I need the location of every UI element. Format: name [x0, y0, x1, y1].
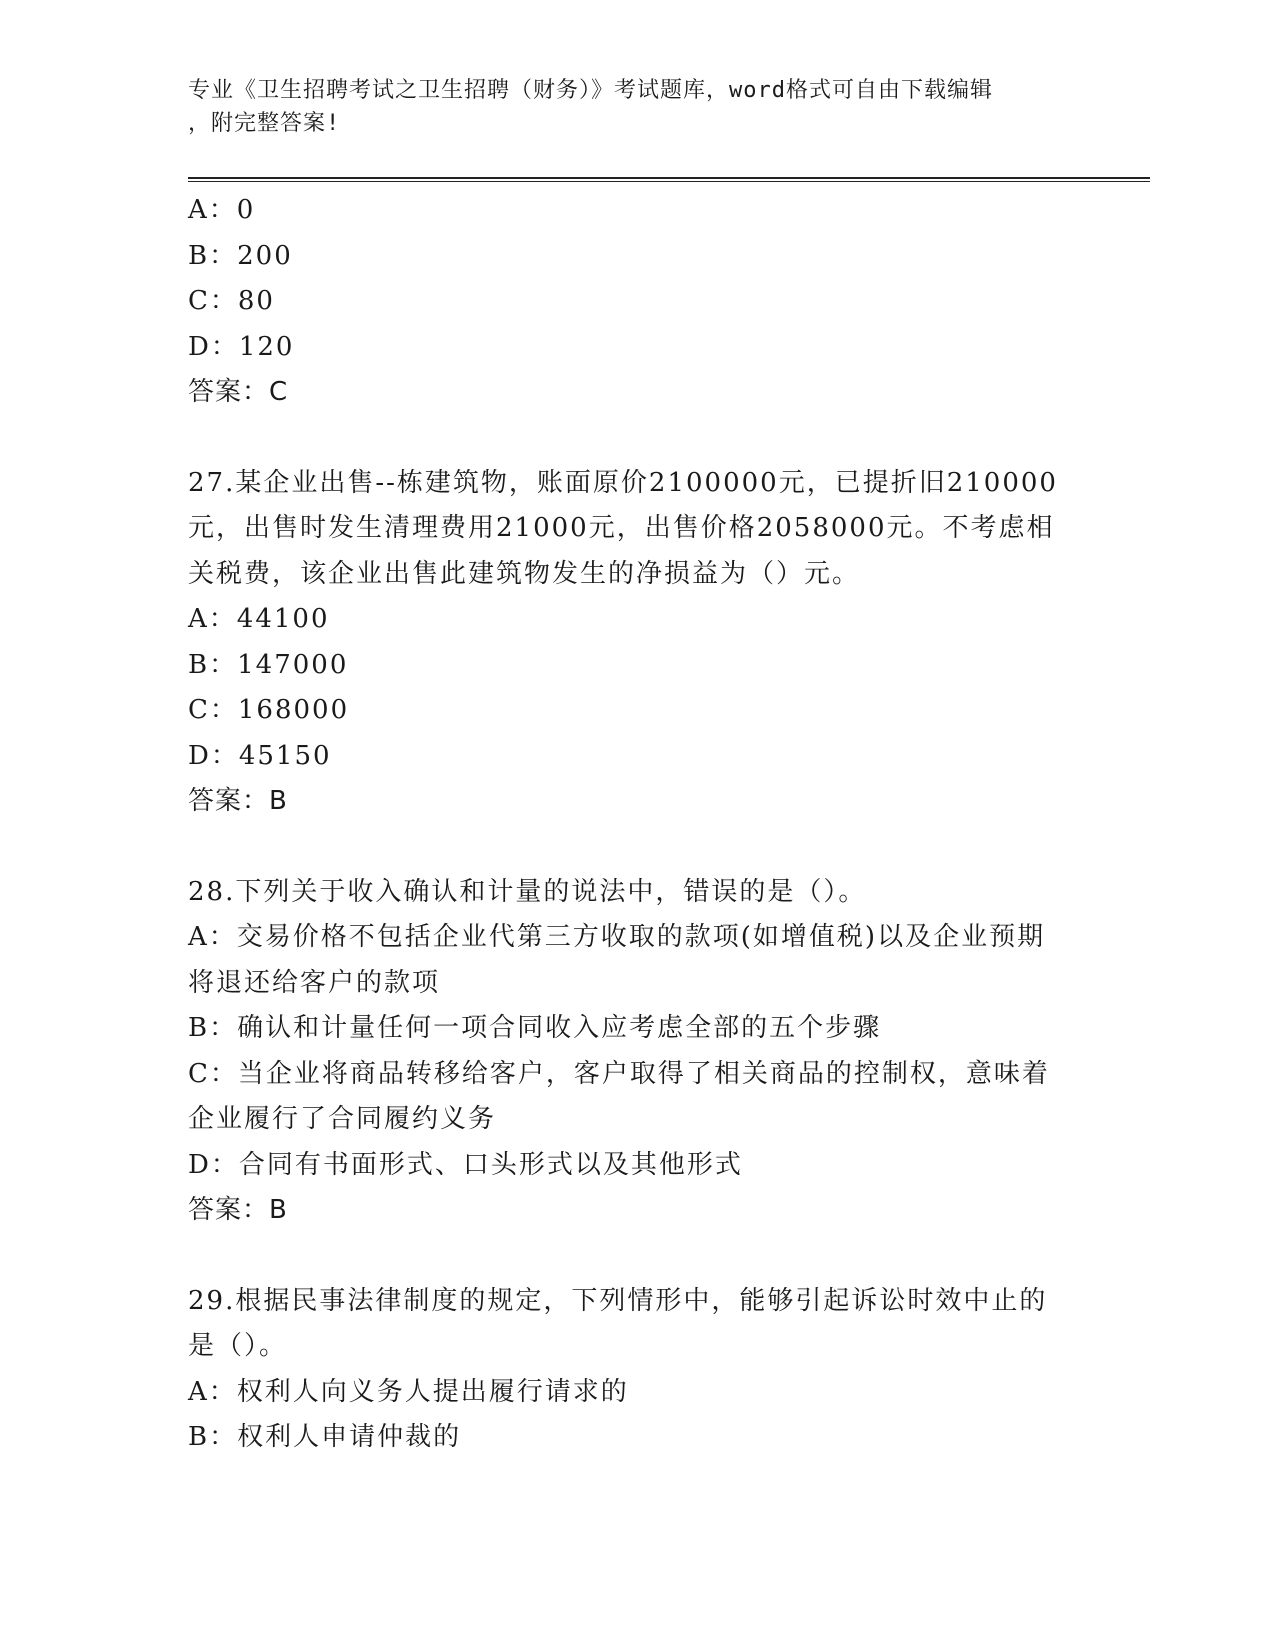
option-a: A：0 [188, 195, 256, 225]
answer-line: 答案：B [188, 1195, 288, 1225]
option-d: D：120 [188, 331, 295, 362]
option-c: C：当企业将商品转移给客户，客户取得了相关商品的控制权，意味着 [188, 1058, 1050, 1089]
option-b: B：权利人申请仲裁的 [188, 1422, 462, 1452]
question-stem: 28.下列关于收入确认和计量的说法中，错误的是（）。 [188, 876, 867, 907]
option-c-continued: 企业履行了合同履约义务 [188, 1104, 497, 1134]
answer-line: 答案：C [188, 377, 289, 407]
option-a-continued: 将退还给客户的款项 [188, 967, 441, 998]
option-b: B：200 [188, 240, 293, 271]
header-line-1: 专业《卫生招聘考试之卫生招聘（财务）》考试题库，word格式可自由下载编辑 [188, 78, 993, 103]
question-block-26 [188, 188, 1088, 416]
option-c: C：168000 [188, 695, 350, 725]
option-d: D：合同有书面形式、口头形式以及其他形式 [188, 1149, 743, 1180]
option-c: C：80 [188, 286, 275, 316]
question-stem: 是（）。 [188, 1331, 288, 1361]
question-stem: 关税费，该企业出售此建筑物发生的净损益为（）元。 [188, 558, 861, 589]
option-b: B：确认和计量任何一项合同收入应考虑全部的五个步骤 [188, 1013, 882, 1043]
question-block-28 [188, 870, 1088, 1234]
document-header [188, 74, 1068, 140]
question-stem: 元，出售时发生清理费用21000元，出售价格2058000元。不考虑相 [188, 513, 1055, 543]
option-a: A：44100 [188, 604, 330, 634]
option-d: D：45150 [188, 740, 332, 771]
header-line-2: ，附完整答案! [188, 111, 341, 136]
option-b: B：147000 [188, 649, 349, 680]
option-a: A：交易价格不包括企业代第三方收取的款项(如增值税)以及企业预期 [188, 922, 1046, 952]
header-rule [188, 177, 1150, 179]
question-block-29 [188, 1279, 1088, 1461]
option-a: A：权利人向义务人提出履行请求的 [188, 1376, 629, 1407]
answer-line: 答案：B [188, 786, 288, 816]
question-stem: 27.某企业出售--栋建筑物，账面原价2100000元，已提折旧210000 [188, 467, 1058, 498]
question-stem: 29.根据民事法律制度的规定，下列情形中，能够引起诉讼时效中止的 [188, 1285, 1048, 1316]
question-block-27 [188, 461, 1088, 825]
header-rule-thin [188, 181, 1150, 182]
question-list [188, 188, 1088, 1461]
